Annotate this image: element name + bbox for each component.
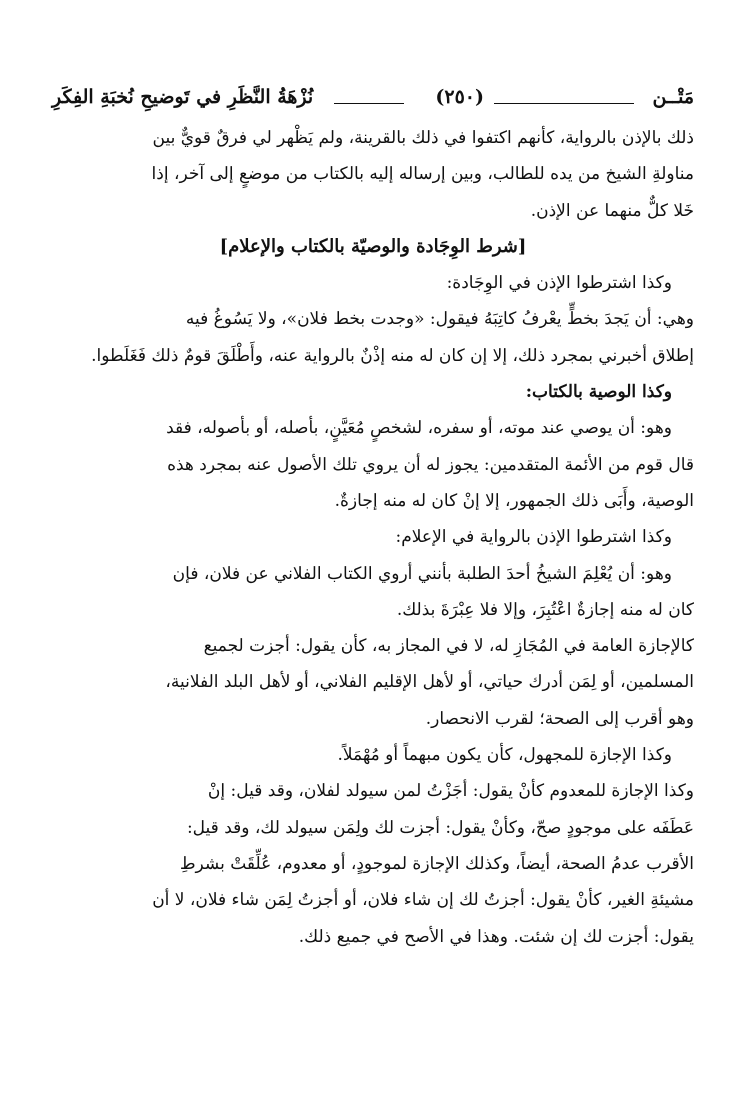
text-line: الوصية، وأَبَى ذلك الجمهور، إلا إنْ كان له منه إجازةٌ.: [334, 490, 694, 511]
text-line: كالإجازة العامة في المُجَازِ له، لا في المجاز به، كأن يقول: أجزت لجميع: [203, 636, 694, 657]
subsection-lead: وكذا اشترطوا الإذن في الوِجَادة:: [446, 273, 672, 294]
text-line: إطلاق أخبرني بمجرد ذلك، إلا إن كان له منه إذْنٌ بالرواية عنه، وأَطْلَقَ قومٌ ذلك فَغَلَطوا.: [91, 345, 694, 366]
header-matn-label: مَتْــن: [652, 86, 694, 108]
text-line: المسلمين، أو لِمَن أدرك حياتي، أو لأهل الإقليم الفلاني، أو لأهل البلد الفلانية،: [165, 672, 694, 693]
text-line: مشيئةِ الغير، كأنْ يقول: أجزتُ لك إن شاء فلان، أو أجزتُ لِمَن شاء فلان، لا أن: [152, 890, 694, 911]
section-heading: [شرط الوِجَادة والوصيّة بالكتاب والإعلام]: [219, 235, 527, 257]
text-line: يقول: أجزت لك إن شئت. وهذا في الأصح في جميع ذلك.: [298, 926, 694, 947]
subsection-lead: وكذا اشترطوا الإذن بالرواية في الإعلام:: [395, 527, 672, 548]
text-line: وهي: أن يَجدَ بخطٍّ يعْرفُ كاتِبَهُ فيقول: «وجدت بخط فلان»، ولا يَسُوغُ فيه: [185, 309, 694, 330]
book-page: [52, 86, 694, 955]
body-text: [52, 120, 694, 955]
text-line: وهو: أن يُعْلِمَ الشيخُ أحدَ الطلبة بأنني أروي الكتاب الفلاني عن فلان، فإن: [172, 563, 672, 584]
text-line: مناولةِ الشيخ من يده للطالب، وبين إرساله إليه بالكتاب من موضعٍ إلى آخر، إذا: [151, 164, 694, 185]
text-line: خَلا كلٌّ منهما عن الإذن.: [530, 200, 694, 221]
text-line: وهو أقرب إلى الصحة؛ لقرب الانحصار.: [425, 708, 694, 729]
text-line: وكذا الإجازة للمعدوم كأنْ يقول: أجَزْتُ لمن سيولد لفلان، وقد قيل: إنْ: [207, 781, 694, 802]
page-number: (٢٥٠): [435, 86, 484, 108]
header-rule: [494, 103, 634, 104]
book-title: نُزْهَةُ النَّظَرِ في تَوضيحِ نُخبَةِ الفِكَرِ: [52, 86, 314, 108]
text-line: قال قوم من الأئمة المتقدمين: يجوز له أن يروي تلك الأصول عنه بمجرد هذه: [167, 454, 694, 475]
header-rule: [334, 103, 404, 104]
subsection-heading: وكذا الوصية بالكتاب:: [525, 382, 672, 403]
text-line: وكذا الإجازة للمجهول، كأن يكون مبهماً أو مُهْمَلاً.: [337, 745, 672, 766]
text-line: الأقرب عدمُ الصحة، أيضاً، وكذلك الإجازة لموجودٍ، أو معدوم، عُلِّقَتْ بشرطِ: [179, 853, 694, 874]
text-line: عَطَفَه على موجودٍ صحّ، وكأنْ يقول: أجزت لك ولِمَن سيولد لك، وقد قيل:: [186, 817, 694, 838]
text-line: كان له منه إجازةٌ اعْتُبِرَ، وإلا فلا عِبْرَةَ بذلك.: [396, 599, 694, 620]
running-header: [52, 86, 694, 120]
text-line: ذلك بالإذن بالرواية، كأنهم اكتفوا في ذلك بالقرينة، ولم يَظْهر لي فرقٌ قويٌّ بين: [152, 128, 694, 148]
text-line: وهو: أن يوصي عند موته، أو سفره، لشخصٍ مُعَيَّنٍ، بأصله، أو بأصوله، فقد: [166, 418, 672, 439]
